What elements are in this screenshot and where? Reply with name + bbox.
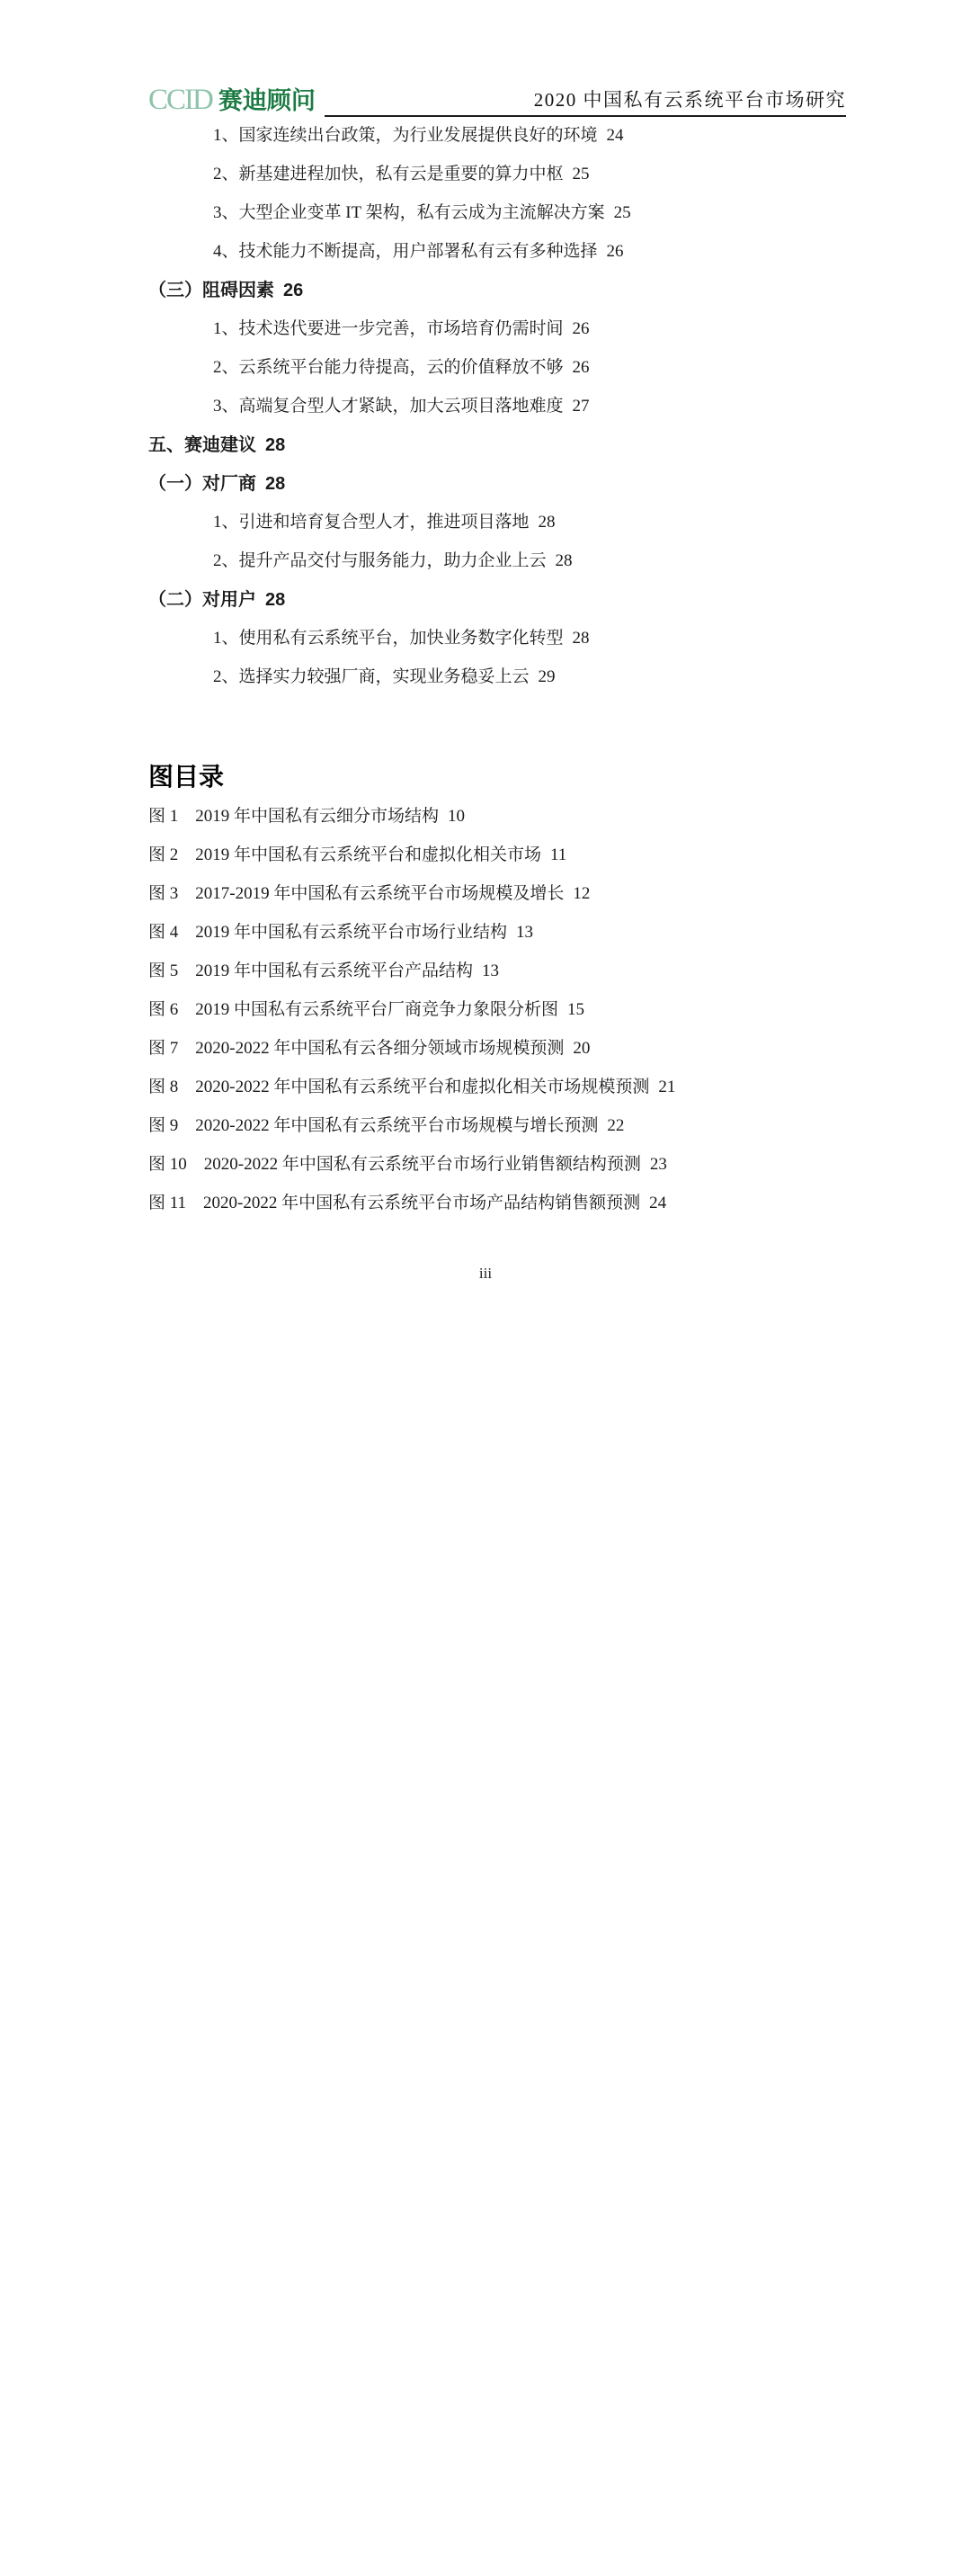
header-rule	[325, 85, 846, 117]
toc-entry-page: 28	[265, 590, 286, 610]
toc-entry	[148, 203, 846, 242]
figure-entry-page: 10	[448, 807, 466, 826]
toc-entry-label: 2、提升产品交付与服务能力，助力企业上云	[213, 551, 547, 570]
toc-entry-page: 24	[606, 126, 624, 145]
toc-entry	[148, 165, 846, 203]
toc-entry-label: （三）阻碍因素	[148, 281, 274, 300]
toc-section-entry	[148, 590, 846, 629]
figure-entry-page: 24	[649, 1194, 667, 1212]
figure-entry-label: 图 1 2019 年中国私有云细分市场结构	[148, 807, 440, 826]
toc-entry-page: 26	[606, 242, 624, 261]
report-title: 2020 中国私有云系统平台市场研究	[533, 89, 846, 111]
toc-entry	[148, 242, 846, 281]
footer-page-number: iii	[478, 1265, 493, 1282]
figure-entry-label: 图 2 2019 年中国私有云系统平台和虚拟化相关市场	[148, 845, 542, 864]
figure-entry	[148, 807, 846, 845]
figure-entry-label: 图 6 2019 中国私有云系统平台厂商竞争力象限分析图	[148, 1000, 559, 1019]
toc-entry-label: （二）对用户	[148, 590, 256, 610]
figures-list	[148, 760, 846, 1232]
figure-entry-page: 23	[649, 1155, 667, 1174]
toc-entry-label: 4、技术能力不断提高，用户部署私有云有多种选择	[213, 242, 598, 261]
toc-entry-page: 29	[538, 667, 556, 686]
toc-entry-page: 27	[572, 397, 590, 416]
toc-entry-page: 28	[538, 513, 556, 532]
figure-entry-page: 13	[516, 923, 534, 942]
figure-entry-page: 15	[567, 1000, 585, 1019]
toc-entry-page: 28	[555, 551, 573, 570]
toc-entry	[148, 126, 846, 165]
toc-entry-page: 28	[265, 435, 286, 455]
toc-chapter-entry	[148, 435, 846, 474]
toc-entry-label: 1、国家连续出台政策，为行业发展提供良好的环境	[213, 126, 598, 145]
figure-entry-label: 图 5 2019 年中国私有云系统平台产品结构	[148, 962, 474, 980]
figure-entry-page: 20	[573, 1039, 591, 1058]
figure-entry-page: 13	[482, 962, 500, 980]
figure-entry-label: 图 3 2017-2019 年中国私有云系统平台市场规模及增长	[148, 884, 565, 903]
figure-entry-label: 图 7 2020-2022 年中国私有云各细分领域市场规模预测	[148, 1039, 565, 1058]
toc-entry-label: 2、云系统平台能力待提高，云的价值释放不够	[213, 358, 564, 377]
figure-entry-page: 11	[550, 845, 567, 864]
figure-entry-page: 12	[573, 884, 591, 903]
toc-entry-label: 3、大型企业变革 IT 架构，私有云成为主流解决方案	[213, 203, 605, 222]
figures-heading: 图目录	[148, 763, 225, 791]
ccid-logo	[148, 81, 325, 117]
toc-entry-label: 2、新基建进程加快，私有云是重要的算力中枢	[213, 165, 564, 183]
page-header	[0, 0, 971, 117]
toc-entry-page: 26	[572, 358, 590, 377]
figure-entry-label: 图 10 2020-2022 年中国私有云系统平台市场行业销售额结构预测	[148, 1155, 641, 1174]
toc-entry-page: 25	[613, 203, 631, 222]
figure-entry-page: 21	[658, 1078, 676, 1096]
figure-entry-label: 图 4 2019 年中国私有云系统平台市场行业结构	[148, 923, 508, 942]
toc-entry-page: 28	[265, 474, 286, 494]
toc-entry-label: 1、引进和培育复合型人才，推进项目落地	[213, 513, 530, 532]
toc-entry-label: 五、赛迪建议	[148, 435, 256, 455]
toc-entry-label: 1、使用私有云系统平台，加快业务数字化转型	[213, 629, 564, 648]
figure-entry-label: 图 9 2020-2022 年中国私有云系统平台市场规模与增长预测	[148, 1116, 599, 1135]
toc-entry-page: 25	[572, 165, 590, 183]
toc-entry-page: 26	[572, 319, 590, 338]
ccid-logo-mark: CCID	[148, 84, 212, 116]
figure-entry	[148, 962, 846, 1000]
figure-entry-page: 22	[607, 1116, 625, 1135]
toc-entry-page: 28	[572, 629, 590, 648]
toc-entry-label: 1、技术迭代要进一步完善，市场培育仍需时间	[213, 319, 564, 338]
ccid-logo-name: 赛迪顾问	[218, 87, 316, 114]
toc-section-entry	[148, 281, 846, 319]
toc-entry-label: 3、高端复合型人才紧缺，加大云项目落地难度	[213, 397, 564, 416]
figure-entry-label: 图 8 2020-2022 年中国私有云系统平台和虚拟化相关市场规模预测	[148, 1078, 650, 1096]
table-of-contents	[148, 126, 846, 706]
toc-entry-label: （一）对厂商	[148, 474, 256, 494]
figure-entry-label: 图 11 2020-2022 年中国私有云系统平台市场产品结构销售额预测	[148, 1194, 641, 1212]
toc-entry-label: 2、选择实力较强厂商，实现业务稳妥上云	[213, 667, 530, 686]
toc-entry-page: 26	[283, 281, 304, 300]
toc-section-entry	[148, 474, 846, 513]
